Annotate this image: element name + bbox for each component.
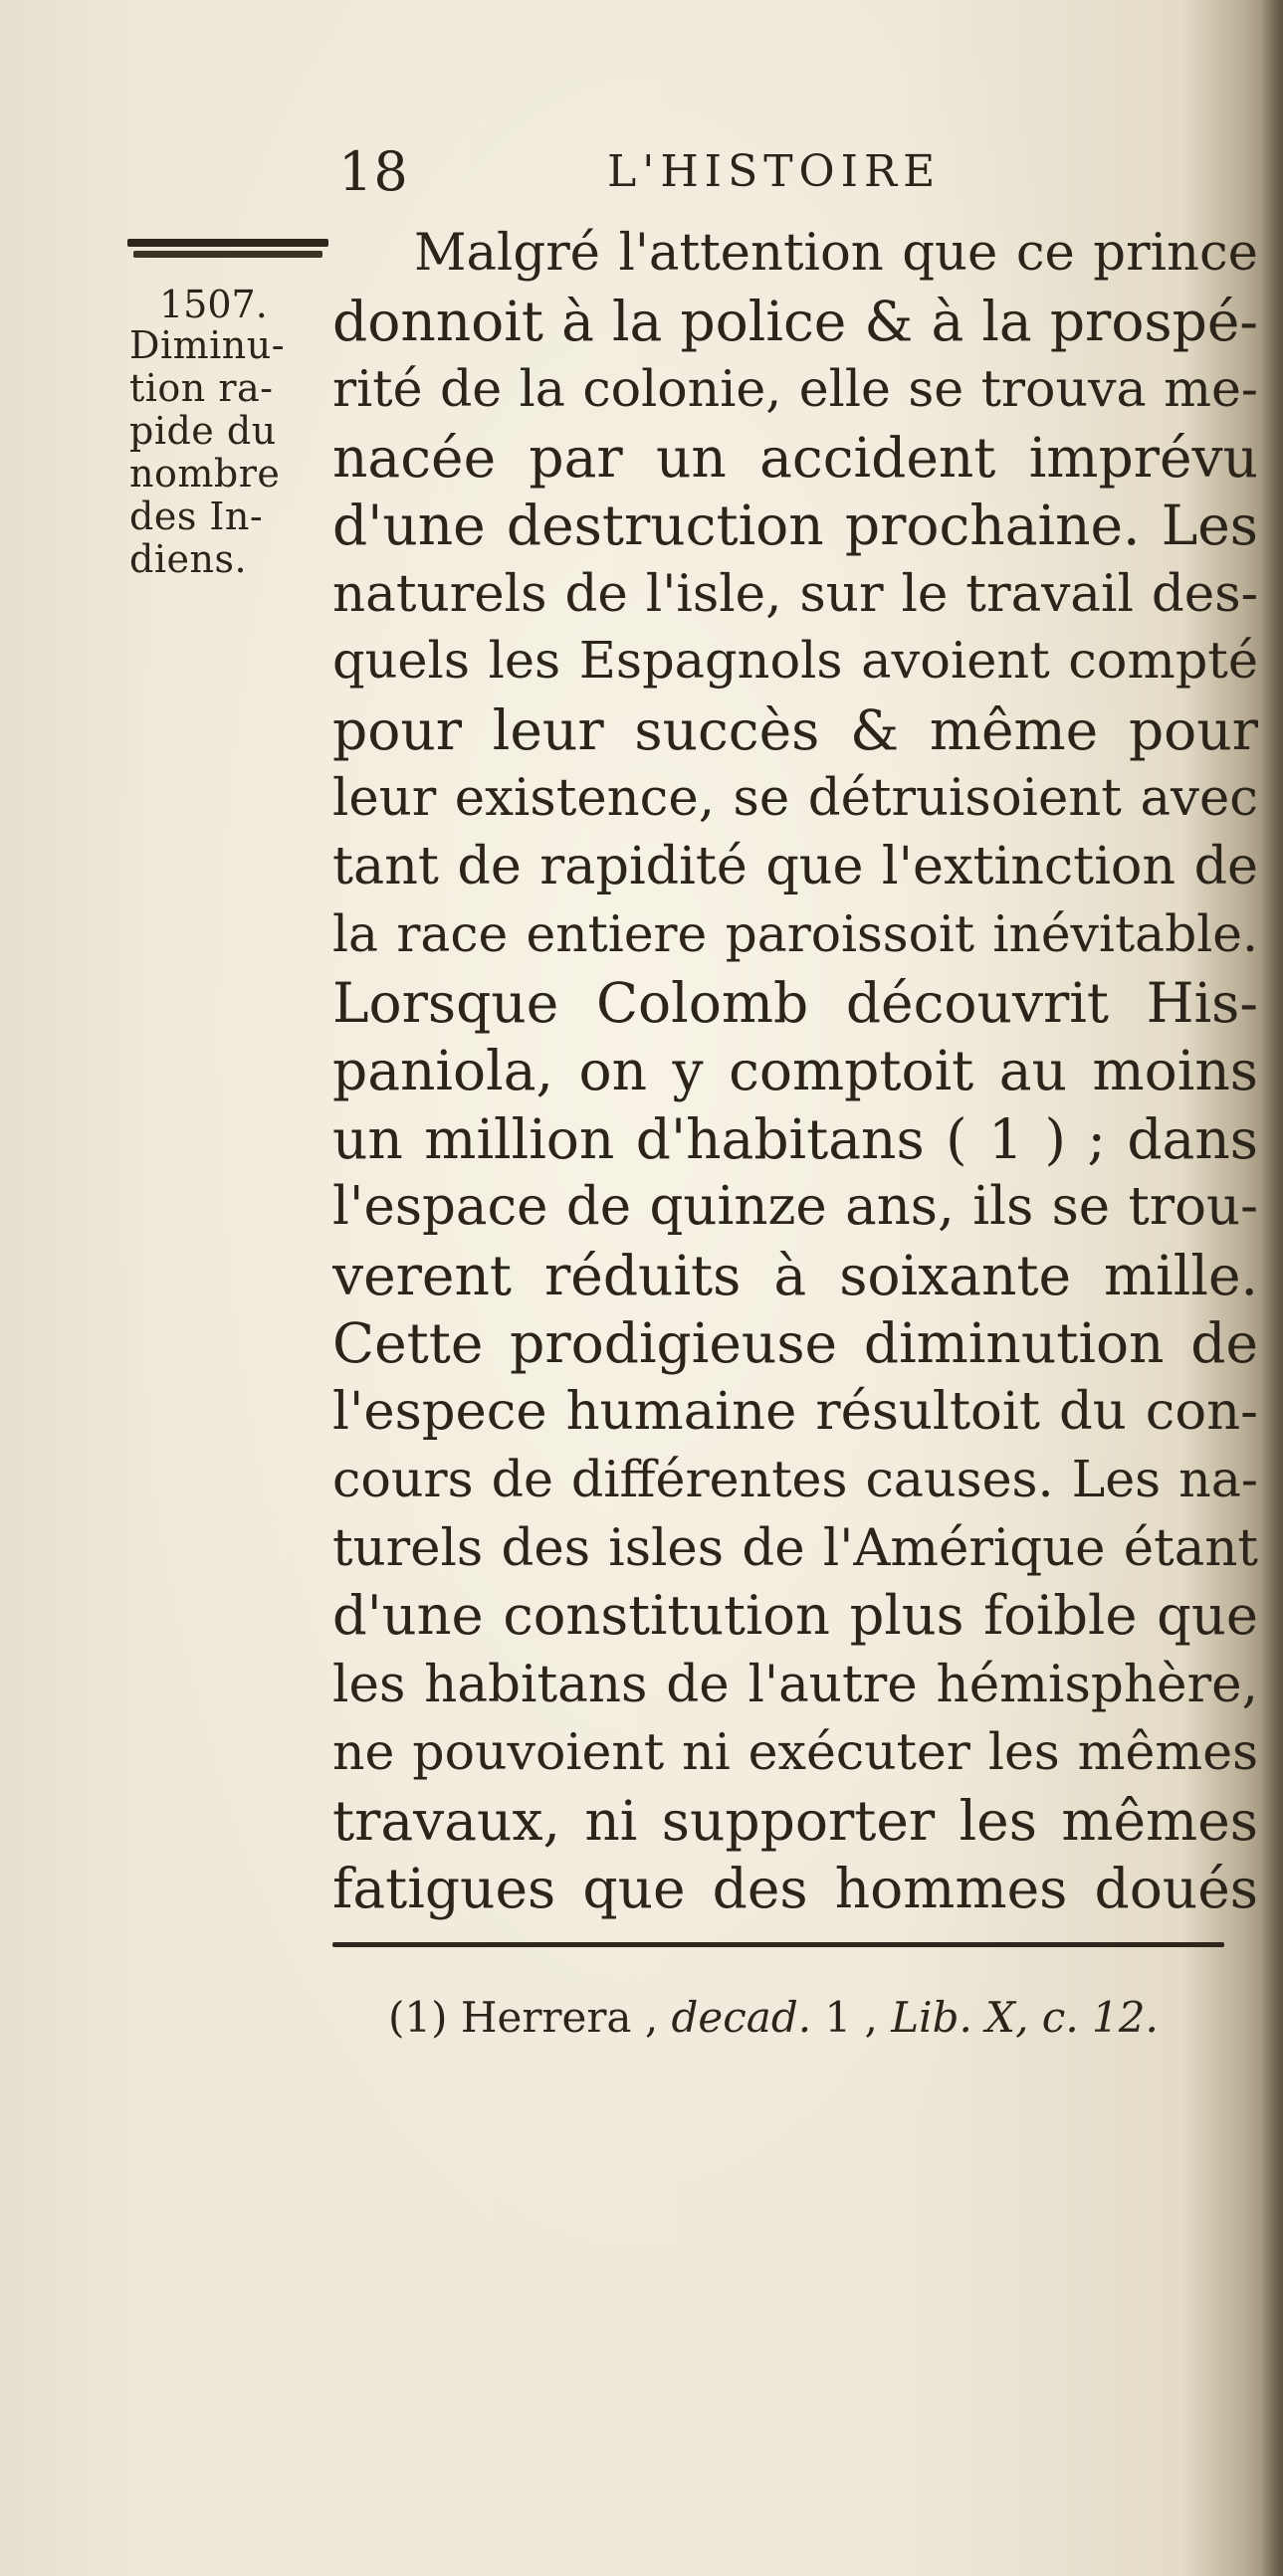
body-line: les habitans de l'autre hémisphère, bbox=[332, 1654, 1258, 1714]
footnote-marker: (1) bbox=[388, 1993, 448, 2042]
margin-note-line: diens. bbox=[129, 537, 248, 581]
body-line: la race entiere paroissoit inévitable. bbox=[332, 904, 1258, 963]
margin-note-line: Diminu- bbox=[129, 323, 286, 367]
running-title: L'HISTOIRE bbox=[607, 146, 942, 197]
body-line: nacée par un accident imprévu bbox=[332, 425, 1258, 490]
body-line: ne pouvoient ni exécuter les mêmes bbox=[332, 1722, 1258, 1781]
body-line: Lorsque Colomb découvrit His- bbox=[332, 970, 1258, 1035]
footnote-rule bbox=[332, 1942, 1224, 1947]
body-line: Malgré l'attention que ce prince bbox=[414, 223, 1258, 283]
body-line: quels les Espagnols avoient compté bbox=[332, 632, 1258, 691]
body-line: turels des isles de l'Amérique étant bbox=[332, 1517, 1258, 1578]
body-line: d'une destruction prochaine. Les bbox=[332, 494, 1258, 557]
body-line: l'espece humaine résultoit du con- bbox=[332, 1380, 1258, 1442]
margin-note-line: des In- bbox=[129, 495, 264, 538]
body-line: leur existence, se détruisoient avec bbox=[332, 768, 1258, 828]
ornament-bar-lower bbox=[133, 251, 322, 258]
body-line: Cette prodigieuse diminution de bbox=[332, 1311, 1258, 1375]
ornament-bar-upper bbox=[127, 239, 328, 247]
footnote-lib: Lib. X, bbox=[891, 1993, 1029, 2042]
margin-note-line: tion ra- bbox=[129, 366, 274, 410]
margin-note-line: nombre bbox=[129, 452, 281, 495]
body-line: fatigues que des hommes doués bbox=[332, 1857, 1258, 1920]
body-text bbox=[332, 219, 1258, 1923]
footnote-separator: , bbox=[644, 1993, 659, 2042]
footnote bbox=[388, 1988, 1159, 2048]
body-line: tant de rapidité que l'extinction de bbox=[332, 835, 1258, 896]
body-line: cours de différentes causes. Les na- bbox=[332, 1450, 1258, 1508]
section-ornament bbox=[127, 237, 328, 261]
margin-note-line: pide du bbox=[129, 409, 277, 453]
page-header bbox=[338, 137, 1015, 207]
footnote-chapter: c. 12. bbox=[1041, 1993, 1159, 2042]
body-line: rité de la colonie, elle se trouva me- bbox=[332, 359, 1258, 418]
body-line: pour leur succès & même pour bbox=[332, 697, 1258, 762]
body-line: l'espace de quinze ans, ils se trou- bbox=[332, 1176, 1258, 1237]
footnote-separator: , bbox=[864, 1993, 878, 2042]
body-line: un million d'habitans ( 1 ) ; dans bbox=[332, 1106, 1258, 1171]
margin-note bbox=[129, 324, 319, 581]
body-line: naturels de l'isle, sur le travail des- bbox=[332, 563, 1258, 624]
footnote-decad-number: 1 bbox=[824, 1993, 852, 2042]
footnote-decad: decad. bbox=[671, 1993, 812, 2042]
page-number: 18 bbox=[338, 140, 409, 203]
margin-year: 1507. bbox=[159, 283, 268, 326]
body-line: verent réduits à soixante mille. bbox=[332, 1243, 1258, 1307]
body-line: travaux, ni supporter les mêmes bbox=[332, 1788, 1258, 1853]
body-line: donnoit à la police & à la prospé- bbox=[332, 289, 1258, 353]
footnote-author: Herrera bbox=[460, 1993, 632, 2042]
body-line: paniola, on y comptoit au moins bbox=[332, 1039, 1258, 1102]
body-line: d'une constitution plus foible que bbox=[332, 1584, 1258, 1647]
page-gutter-shadow bbox=[1261, 0, 1283, 2576]
